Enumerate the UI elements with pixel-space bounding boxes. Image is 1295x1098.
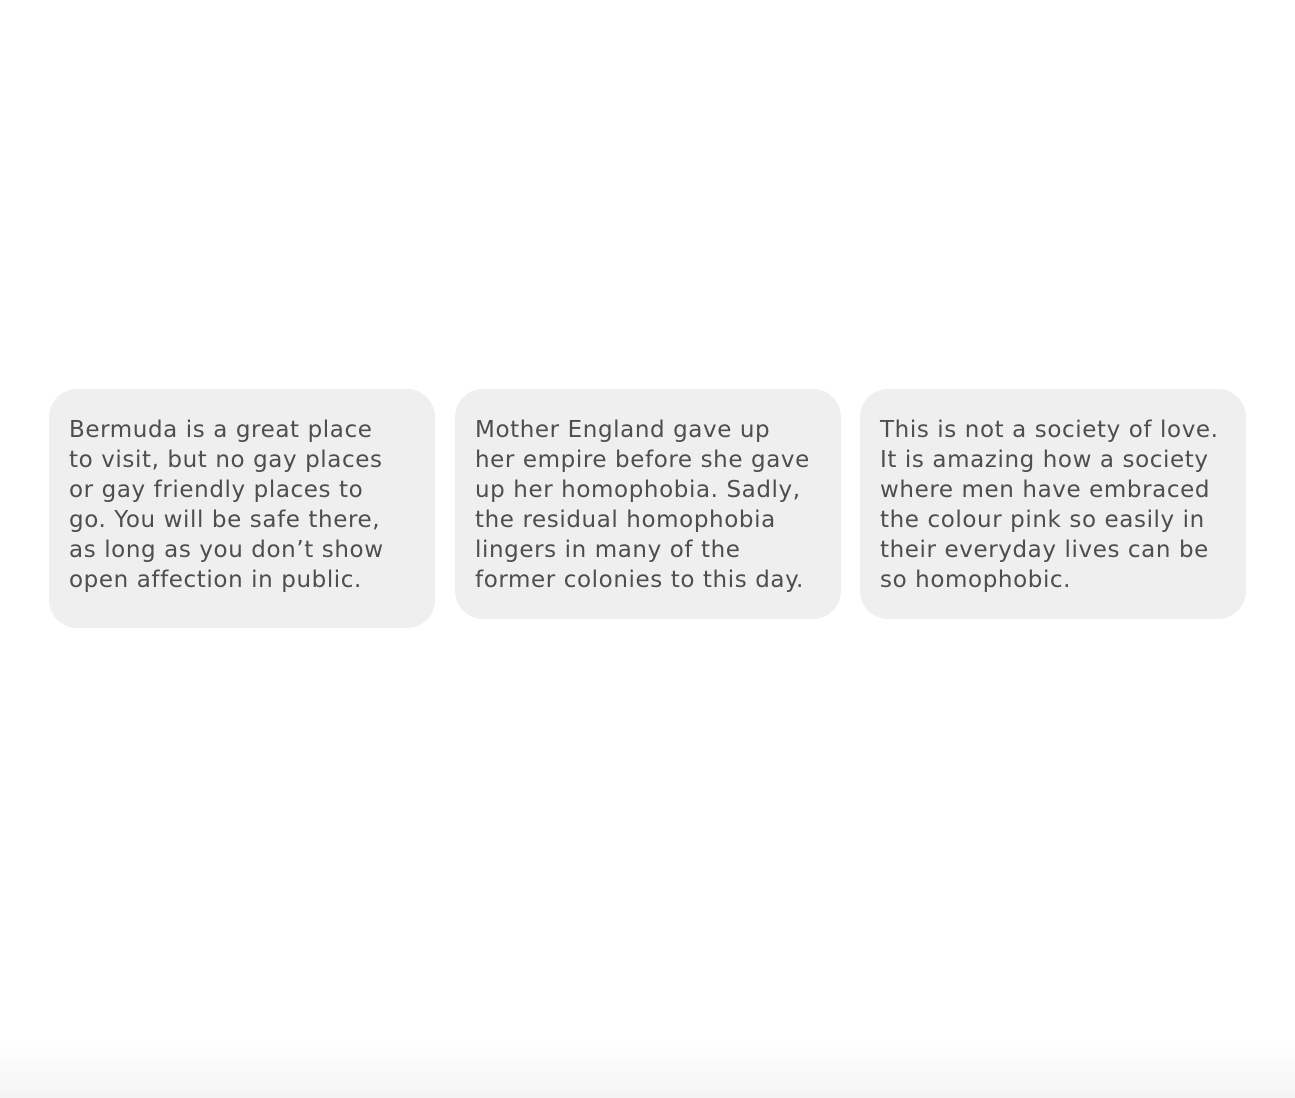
card-3 [860, 389, 1246, 619]
card-1 [49, 389, 435, 628]
bottom-fade [0, 1038, 1295, 1098]
card-2 [455, 389, 841, 619]
card-3-text: This is not a society of love. It is amazing how a society where men have embraced the colour pink so easily in their everyday lives can be so homophobic. [880, 417, 1219, 593]
card-2-text: Mother England gave up her empire before she gave up her homophobia. Sadly, the residual homophobia lingers in many of the former colonies to this day. [475, 417, 810, 593]
card-1-text: Bermuda is a great place to visit, but no gay places or gay friendly places to go. You will be safe there, as long as you don’t show open affection in public. [69, 417, 384, 593]
